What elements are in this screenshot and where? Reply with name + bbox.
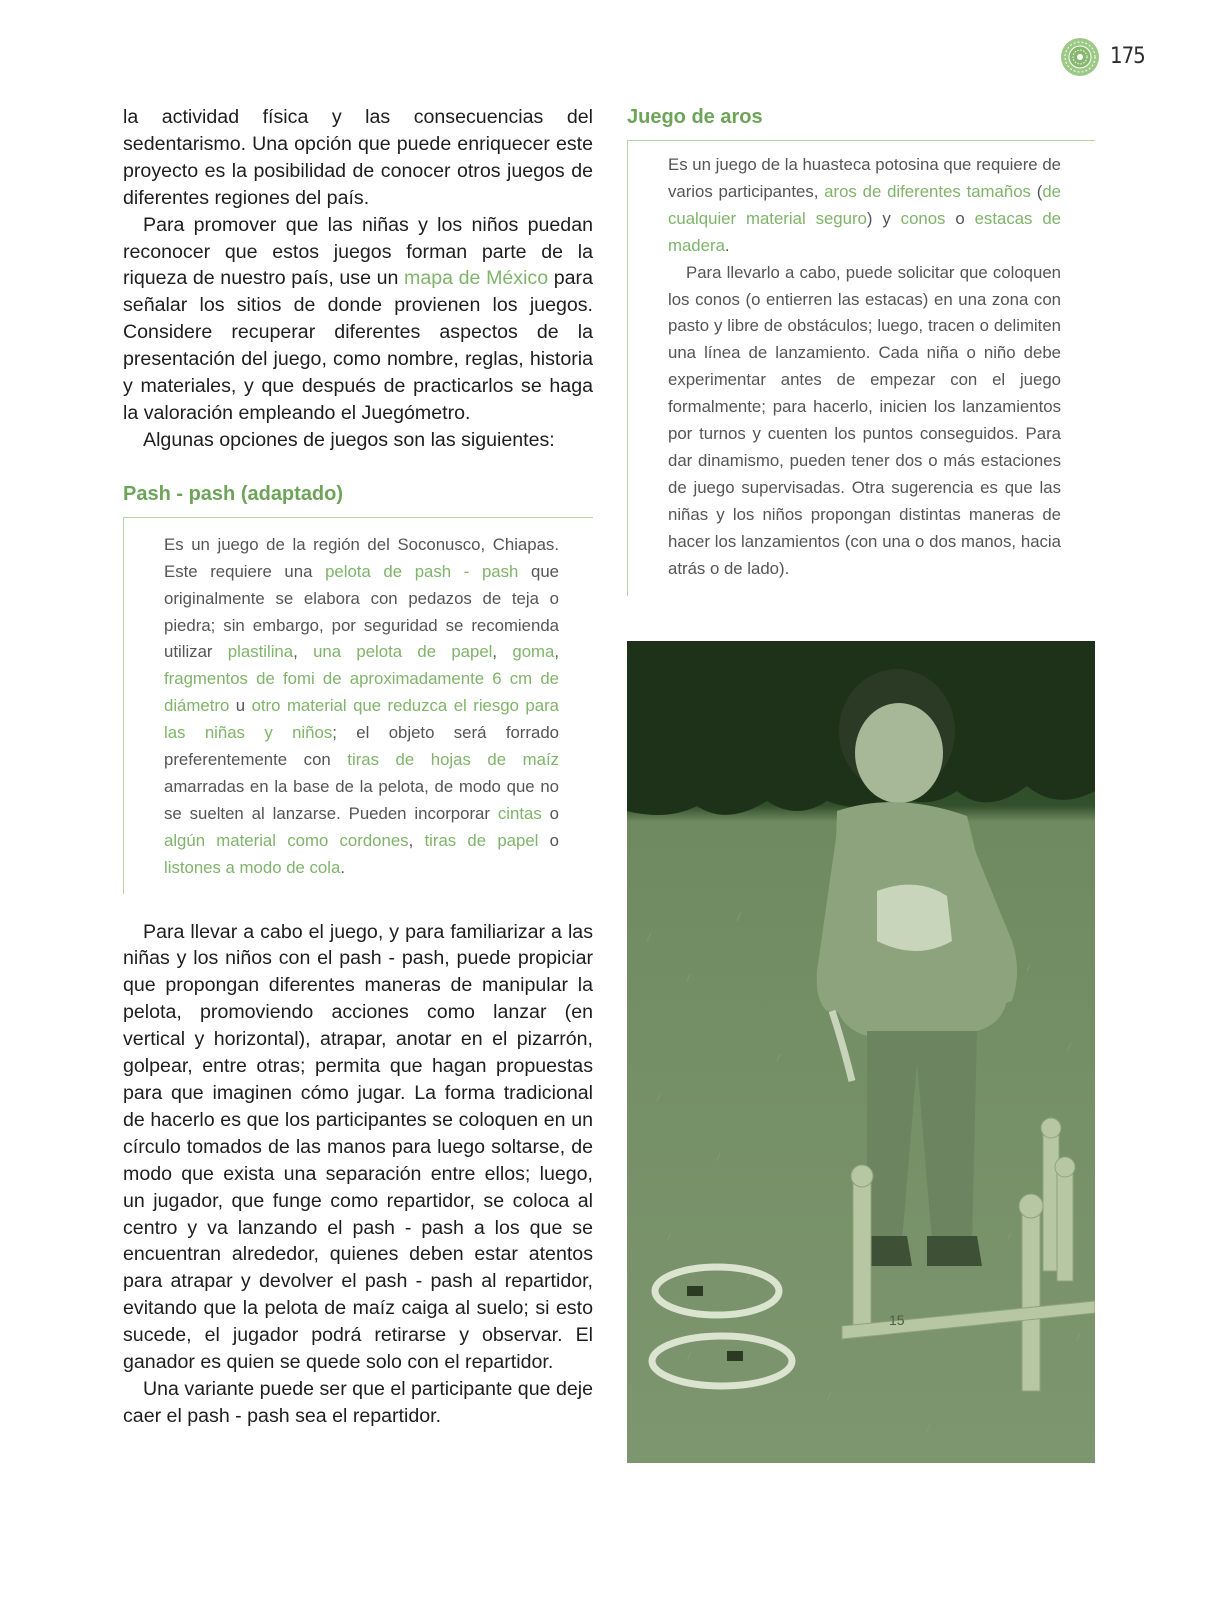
map-mexico-term: mapa de México bbox=[404, 267, 549, 290]
aros-material-term: aros de diferentes tamaños bbox=[824, 181, 1031, 201]
aros-instructions: Para llevarlo a cabo, puede solicitar que coloquen los conos (o entierren las estacas) en una zona con pasto y libre de obstáculos; luego, tracen o delimiten una línea de lanzamiento. Cada niña o niño debe experimentar antes de empezar con el juego formalmente; para hacerlo, inicien los lanzamientos por turnos y cuenten los puntos conseguidos. Para dar dinamismo, pueden tener dos o más estaciones de juego supervisadas. Otra sugerencia es que las niñas y los niños propongan distintas maneras de hacer los lanzamientos (con una o dos manos, hacia atrás o de lado). bbox=[668, 262, 1061, 578]
aros-material-term: de cualquier material seguro bbox=[668, 181, 1061, 228]
pash-material-term: goma bbox=[512, 642, 555, 662]
pash-material-term: cintas bbox=[497, 803, 542, 823]
page-number: 175 bbox=[1110, 44, 1145, 69]
child-ring-toss-photo bbox=[627, 641, 1095, 1463]
paragraph-map bbox=[123, 212, 593, 427]
peg-base-label: 15 bbox=[889, 1312, 905, 1328]
pash-text: , bbox=[554, 642, 560, 662]
pash-material-term: otro material que reduzca el riesgo para las niñas y niños bbox=[164, 696, 559, 743]
aros-description bbox=[668, 152, 1061, 260]
aros-material-term: estacas de madera bbox=[668, 208, 1061, 255]
pash-material-term: una pelota de papel bbox=[313, 642, 493, 662]
pash-text: o bbox=[541, 803, 559, 823]
paragraph-map-before: Para promover que las niñas y los niños puedan reconocer que estos juegos forman parte de la riqueza de nuestro país, use un bbox=[123, 213, 593, 290]
pash-text: o bbox=[538, 830, 560, 850]
aros-text: . bbox=[724, 235, 730, 255]
pash-text: Es un juego de la región del Soconusco, Chiapas. Este requiere una bbox=[164, 534, 559, 581]
pash-box bbox=[123, 517, 593, 894]
ring-tape bbox=[687, 1286, 703, 1296]
pash-text: . bbox=[340, 857, 345, 877]
pash-heading: Pash - pash (adaptado) bbox=[123, 482, 344, 505]
pash-text: u bbox=[229, 696, 252, 716]
pash-material-term: tiras de papel bbox=[424, 830, 539, 850]
paragraph-how-to-play: Para llevar a cabo el juego, y para familiarizar a las niñas y los niños con el pash - pash, puede propiciar que propongan diferentes maneras de manipular la pelota, promoviendo acciones como lanzar (en vertical y horizontal), atrapar, anotar en el pizarrón, golpear, entre otras; permita que hagan propuestas para que imaginen cómo jugar. La forma tradicional de hacerlo es que los participantes se coloquen en un círculo tomados de las manos para luego soltarse, de modo que exista una separación entre ellos; luego, un jugador, que funge como repartidor, se coloca al centro y va lanzando el pash - pash a los que se encuentran alrededor, quienes deben estar atentos para atrapar y devolver el pash - pash al repartidor, evitando que la pelota de maíz caiga al suelo; si esto sucede, el jugador podrá retirarse y observar. El ganador es quien se quede solo con el repartidor. bbox=[123, 920, 593, 1374]
paragraph-options: Algunas opciones de juegos son las siguientes: bbox=[143, 428, 555, 451]
paragraph-intro: la actividad física y las consecuencias del sedentarismo. Una opción que puede enriquecer este proyecto es la posibilidad de conocer otros juegos de diferentes regiones del país. bbox=[123, 106, 593, 209]
pash-material-term: listones a modo de cola bbox=[164, 857, 341, 877]
pash-material-term: plastilina bbox=[227, 642, 294, 662]
aros-text: o bbox=[945, 208, 975, 228]
aros-text: Es un juego de la huasteca potosina que requiere de varios participantes, bbox=[668, 155, 1061, 201]
ring-tape bbox=[727, 1351, 743, 1361]
pash-text: , bbox=[492, 642, 513, 662]
pash-text: ; el objeto será forrado preferentemente con bbox=[164, 723, 559, 770]
pash-text: que originalmente se elabora con pedazos de teja o piedra; sin embargo, por seguridad se recomienda utilizar bbox=[164, 561, 559, 662]
paragraph-map-after: para señalar los sitios de donde provienen los juegos. Considere recuperar diferentes aspectos de la presentación del juego, como nombre, reglas, historia y materiales, y que después de practicarlos se haga la valoración empleando el Juegómetro. bbox=[123, 267, 593, 424]
aros-text: ( bbox=[1030, 181, 1043, 201]
pash-text: amarradas en la base de la pelota, de modo que no se suelten al lanzarse. Pueden incorporar bbox=[164, 776, 559, 823]
pash-material-term: tiras de hojas de maíz bbox=[347, 750, 559, 770]
page-ornament-icon bbox=[1060, 37, 1100, 77]
aros-box bbox=[627, 140, 1095, 596]
aros-heading: Juego de aros bbox=[627, 106, 763, 128]
pash-description bbox=[164, 532, 559, 882]
pash-text: , bbox=[408, 830, 425, 850]
pash-material-term: fragmentos de fomi de aproximadamente 6 cm de diámetro bbox=[164, 669, 559, 716]
paragraph-variant: Una variante puede ser que el participante que deje caer el pash - pash sea el repartidor. bbox=[123, 1377, 593, 1427]
photo-illustration bbox=[627, 641, 1095, 1463]
left-column bbox=[123, 104, 593, 1430]
pash-material-term: algún material como cordones bbox=[164, 830, 409, 850]
right-column bbox=[627, 104, 1095, 596]
pash-material-term: pelota de pash - pash bbox=[325, 561, 519, 581]
aros-text: ) y bbox=[866, 208, 901, 228]
pash-text: , bbox=[293, 642, 314, 662]
aros-material-term: conos bbox=[900, 208, 946, 228]
